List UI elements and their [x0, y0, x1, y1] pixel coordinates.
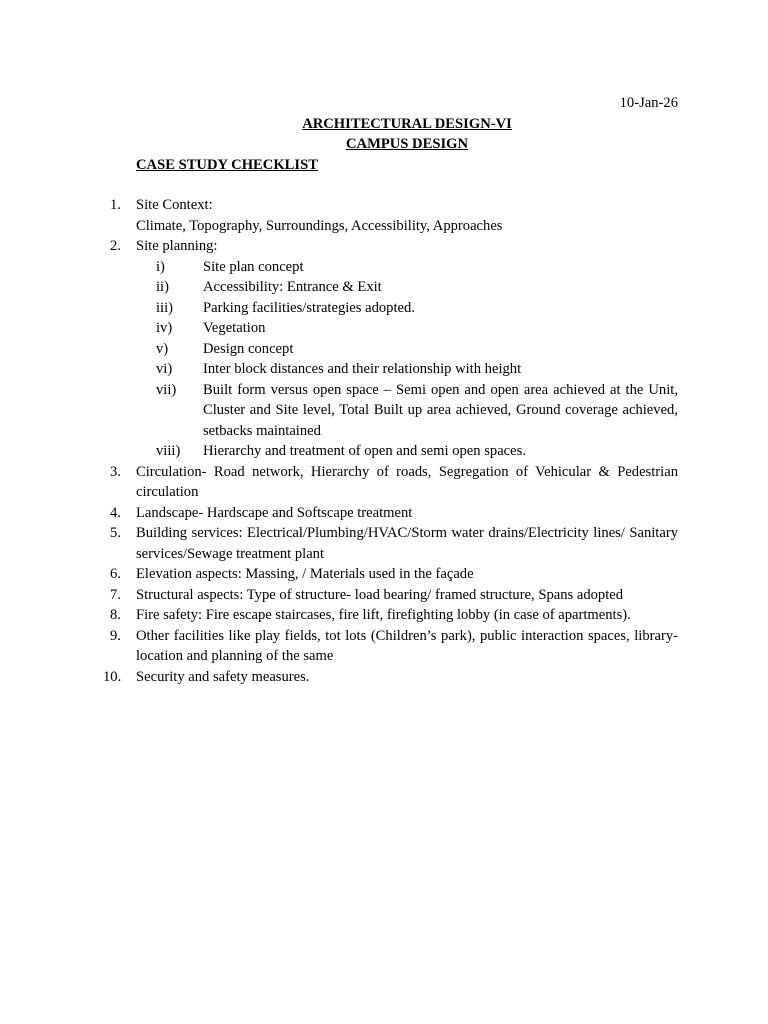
item-text: Landscape- Hardscape and Softscape treatment — [136, 504, 413, 521]
list-item — [110, 585, 678, 606]
list-item — [110, 462, 678, 503]
item-number: 1. — [110, 197, 121, 213]
list-item — [110, 605, 678, 626]
item-number: 4. — [110, 504, 121, 521]
sub-list-item — [110, 257, 678, 278]
sub-item-number: vii) — [156, 381, 177, 398]
item-number: 6. — [110, 566, 121, 582]
item-number: 3. — [110, 463, 121, 480]
item-number: 5. — [110, 525, 121, 541]
item-text: Structural aspects: Type of structure- load bearing/ framed structure, Spans adopted — [136, 586, 624, 603]
sub-list-item — [110, 339, 678, 360]
item-text: Site planning: — [136, 238, 218, 254]
sub-item-number: v) — [156, 340, 169, 357]
list-item — [110, 626, 678, 667]
item-text: Site Context: — [136, 197, 213, 213]
list-item — [110, 564, 678, 585]
list-item — [110, 236, 678, 257]
item-number — [110, 216, 136, 237]
list-item — [110, 523, 678, 564]
item-text: Climate, Topography, Surroundings, Accessibility, Approaches — [136, 217, 503, 234]
list-item — [103, 667, 678, 688]
item-text: Security and safety measures. — [136, 668, 310, 685]
sub-item-number: ii) — [156, 279, 169, 295]
sub-item-number: i) — [156, 258, 165, 275]
item-text: Fire safety: Fire escape staircases, fire lift, firefighting lobby (in case of apartments). — [136, 607, 631, 623]
document-subtitle: CAMPUS DESIGN — [345, 136, 469, 152]
sub-item-text: Vegetation — [203, 320, 266, 336]
list-item — [110, 503, 678, 524]
sub-item-number: iv) — [156, 320, 173, 336]
item-number: 7. — [110, 586, 121, 603]
sub-item-text: Inter block distances and their relationship with height — [203, 361, 522, 377]
sub-item-number: vi) — [156, 361, 173, 377]
sub-list-item — [110, 441, 678, 462]
sub-list-item — [110, 277, 678, 298]
sub-item-text: Accessibility: Entrance & Exit — [203, 279, 382, 295]
item-number: 2. — [110, 238, 121, 254]
item-number: 10. — [103, 668, 122, 685]
sub-item-text: Design concept — [203, 340, 294, 357]
list-item — [110, 195, 678, 216]
item-text: Circulation- Road network, Hierarchy of roads, Segregation of Vehicular & Pedestrian circulation — [136, 463, 678, 500]
document-title: ARCHITECTURAL DESIGN-VI — [302, 116, 512, 132]
sub-item-text: Parking facilities/strategies adopted. — [203, 299, 415, 316]
item-text: Elevation aspects: Massing, / Materials used in the façade — [136, 566, 474, 582]
sub-item-text: Hierarchy and treatment of open and semi open spaces. — [203, 443, 526, 459]
checklist-heading: CASE STUDY CHECKLIST — [136, 157, 318, 173]
sub-item-number: iii) — [156, 299, 174, 316]
sub-item-text: Built form versus open space – Semi open and open area achieved at the Unit, Cluster and Site level, Total Built up area achieved, Ground coverage achieved, setbacks maintained — [203, 381, 678, 439]
sub-item-number: viii) — [156, 443, 181, 459]
sub-list-item — [110, 380, 678, 442]
list-item — [110, 216, 678, 237]
item-number: 8. — [110, 607, 121, 623]
document-date: 10-Jan-26 — [619, 95, 678, 111]
sub-list-item — [110, 298, 678, 319]
item-text: Other facilities like play fields, tot lots (Children’s park), public interaction spaces, library-location and planning of the same — [136, 627, 678, 664]
item-number: 9. — [110, 627, 121, 644]
sub-list-item — [110, 318, 678, 339]
sub-list-item — [110, 359, 678, 380]
sub-item-text: Site plan concept — [203, 258, 304, 275]
checklist — [103, 195, 678, 687]
item-text: Building services: Electrical/Plumbing/HVAC/Storm water drains/Electricity lines/ Sanitary services/Sewage treatment plant — [136, 525, 678, 562]
